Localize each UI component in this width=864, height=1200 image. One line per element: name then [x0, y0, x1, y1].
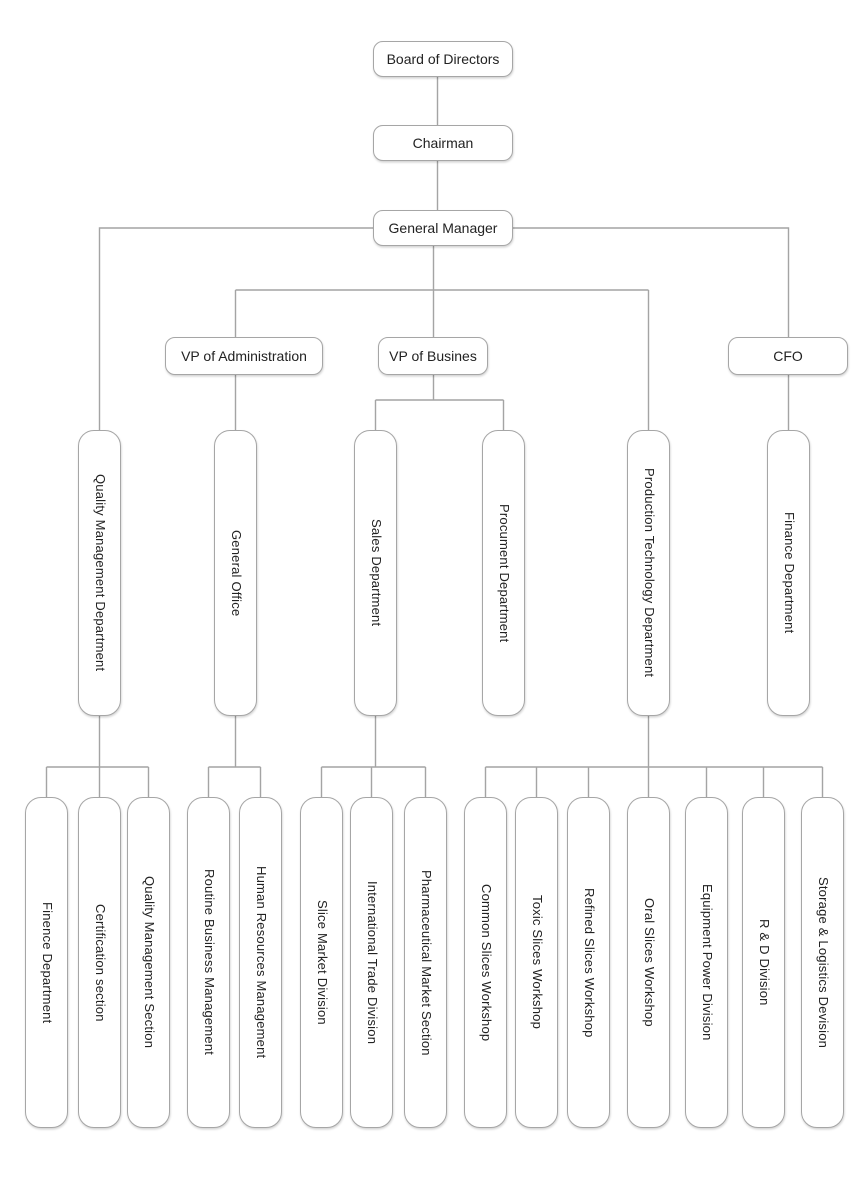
- node-storage-logistics-devision: Storage & Logistics Devision: [801, 797, 844, 1128]
- node-certification-section: Certification section: [78, 797, 121, 1128]
- node-refined-slices-workshop: Refined Slices Workshop: [567, 797, 610, 1128]
- node-r-and-d-division: R & D Division: [742, 797, 785, 1128]
- node-chairman: Chairman: [373, 125, 513, 161]
- node-production-technology-department: Production Technology Department: [627, 430, 670, 716]
- node-toxic-slices-workshop: Toxic Slices Workshop: [515, 797, 558, 1128]
- node-procument-department: Procument Department: [482, 430, 525, 716]
- node-cfo: CFO: [728, 337, 848, 375]
- node-common-slices-workshop: Common Slices Workshop: [464, 797, 507, 1128]
- node-general-manager: General Manager: [373, 210, 513, 246]
- node-vp-of-administration: VP of Administration: [165, 337, 323, 375]
- node-quality-management-department: Quality Management Department: [78, 430, 121, 716]
- node-equipment-power-division: Equipment Power Division: [685, 797, 728, 1128]
- node-sales-department: Sales Department: [354, 430, 397, 716]
- node-oral-slices-workshop: Oral Slices Workshop: [627, 797, 670, 1128]
- node-slice-market-division: Slice Market Division: [300, 797, 343, 1128]
- node-finence-department: Finence Department: [25, 797, 68, 1128]
- node-vp-of-busines: VP of Busines: [378, 337, 488, 375]
- node-pharmaceutical-market-section: Pharmaceutical Market Section: [404, 797, 447, 1128]
- node-quality-management-section: Quality Management Section: [127, 797, 170, 1128]
- node-routine-business-management: Routine Business Management: [187, 797, 230, 1128]
- node-human-resources-management: Human Resources Management: [239, 797, 282, 1128]
- node-international-trade-division: International Trade Division: [350, 797, 393, 1128]
- node-board-of-directors: Board of Directors: [373, 41, 513, 77]
- node-general-office: General Office: [214, 430, 257, 716]
- node-finance-department: Finance Department: [767, 430, 810, 716]
